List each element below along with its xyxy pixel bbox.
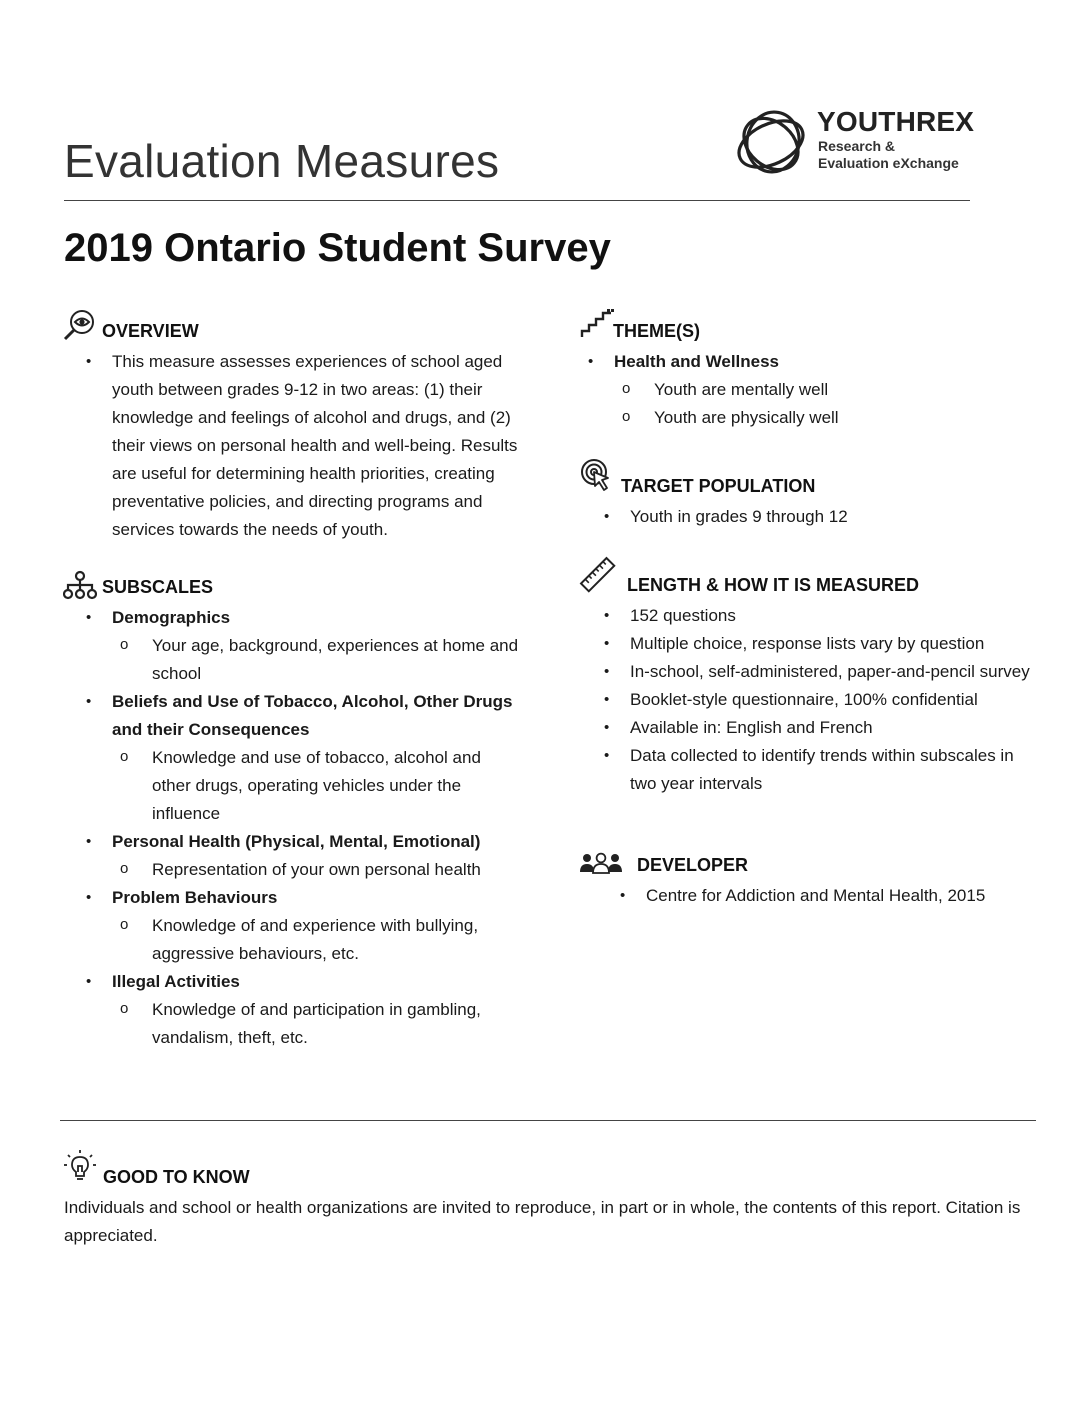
overview-heading: OVERVIEW xyxy=(102,321,199,341)
target-population-list xyxy=(582,503,1022,531)
subscales-heading: SUBSCALES xyxy=(102,577,214,597)
people-group-icon xyxy=(579,852,623,879)
length-heading: LENGTH & HOW IT IS MEASURED xyxy=(627,575,919,595)
sub-list-item: o Youth are mentally well xyxy=(614,376,1016,404)
target-cursor-icon xyxy=(580,458,614,499)
good-to-know-text: Individuals and school or health organizations are invited to reproduce, in part or in whole, the contents of this report. Citation is appreciated. xyxy=(64,1198,1021,1245)
themes-heading: THEME(S) xyxy=(613,321,700,341)
subscales-list xyxy=(64,604,524,1052)
sub-list-item: o Knowledge of and experience with bullying, aggressive behaviours, etc. xyxy=(112,912,524,968)
list-item xyxy=(64,604,524,688)
youthrex-logo xyxy=(733,104,973,184)
list-item xyxy=(64,884,524,968)
list-item: • Booklet-style questionnaire, 100% confidential xyxy=(582,686,1032,714)
good-to-know-heading: GOOD TO KNOW xyxy=(103,1167,250,1187)
ruler-icon xyxy=(579,556,617,599)
subscale-label: Beliefs and Use of Tobacco, Alcohol, Other Drugs and their Consequences xyxy=(112,692,513,739)
stairs-icon xyxy=(580,308,614,345)
list-item: • Youth in grades 9 through 12 xyxy=(582,503,1022,531)
list-item xyxy=(566,348,1016,432)
list-item: • Available in: English and French xyxy=(582,714,1032,742)
list-item: • Data collected to identify trends within subscales in two year intervals xyxy=(582,742,1032,798)
page-header-title: Evaluation Measures xyxy=(64,135,500,187)
subscale-label: Problem Behaviours xyxy=(112,888,278,907)
list-item xyxy=(64,688,524,828)
list-item: • Multiple choice, response lists vary by question xyxy=(582,630,1032,658)
length-list xyxy=(582,602,1032,798)
theme-label: Health and Wellness xyxy=(614,352,780,371)
developer-list xyxy=(598,882,1038,910)
developer-heading: DEVELOPER xyxy=(637,855,749,875)
target-population-heading: TARGET POPULATION xyxy=(621,476,816,496)
list-item: • In-school, self-administered, paper-and-pencil survey xyxy=(582,658,1032,686)
themes-list xyxy=(566,348,1016,432)
sub-list-item: o Your age, background, experiences at home and school xyxy=(112,632,524,688)
logo-subtitle-line2: Evaluation eXchange xyxy=(818,155,959,171)
hierarchy-icon xyxy=(63,570,97,605)
list-item: • Centre for Addiction and Mental Health, 2015 xyxy=(598,882,1038,910)
lightbulb-icon xyxy=(62,1148,98,1189)
magnifier-eye-icon xyxy=(62,308,96,347)
document-title: 2019 Ontario Student Survey xyxy=(64,226,611,270)
list-item: • This measure assesses experiences of school aged youth between grades 9-12 in two areas: (1) their knowledge and feelings of alcohol and drugs, and (2) their views on personal health and well-being. Results are useful for determining health priorities, creating preventative policies, and directing programs and services towards the needs of youth. xyxy=(64,348,524,544)
subscale-label: Illegal Activities xyxy=(112,972,240,991)
sub-list-item: o Representation of your own personal health xyxy=(112,856,524,884)
logo-name: YOUTHREX xyxy=(817,106,975,137)
logo-subtitle-line1: Research & xyxy=(818,138,896,154)
logo-orbit-icon xyxy=(733,104,813,184)
subscale-label: Demographics xyxy=(112,608,231,627)
sub-list-item: o Knowledge and use of tobacco, alcohol and other drugs, operating vehicles under the influence xyxy=(112,744,524,828)
list-item: • 152 questions xyxy=(582,602,1032,630)
header-divider xyxy=(64,200,970,201)
list-item xyxy=(64,828,524,884)
overview-list xyxy=(64,348,524,544)
subscale-label: Personal Health (Physical, Mental, Emotional) xyxy=(112,832,481,851)
list-item xyxy=(64,968,524,1052)
sub-list-item: o Knowledge of and participation in gambling, vandalism, theft, etc. xyxy=(112,996,524,1052)
sub-list-item: o Youth are physically well xyxy=(614,404,1016,432)
footer-divider xyxy=(60,1120,1036,1121)
